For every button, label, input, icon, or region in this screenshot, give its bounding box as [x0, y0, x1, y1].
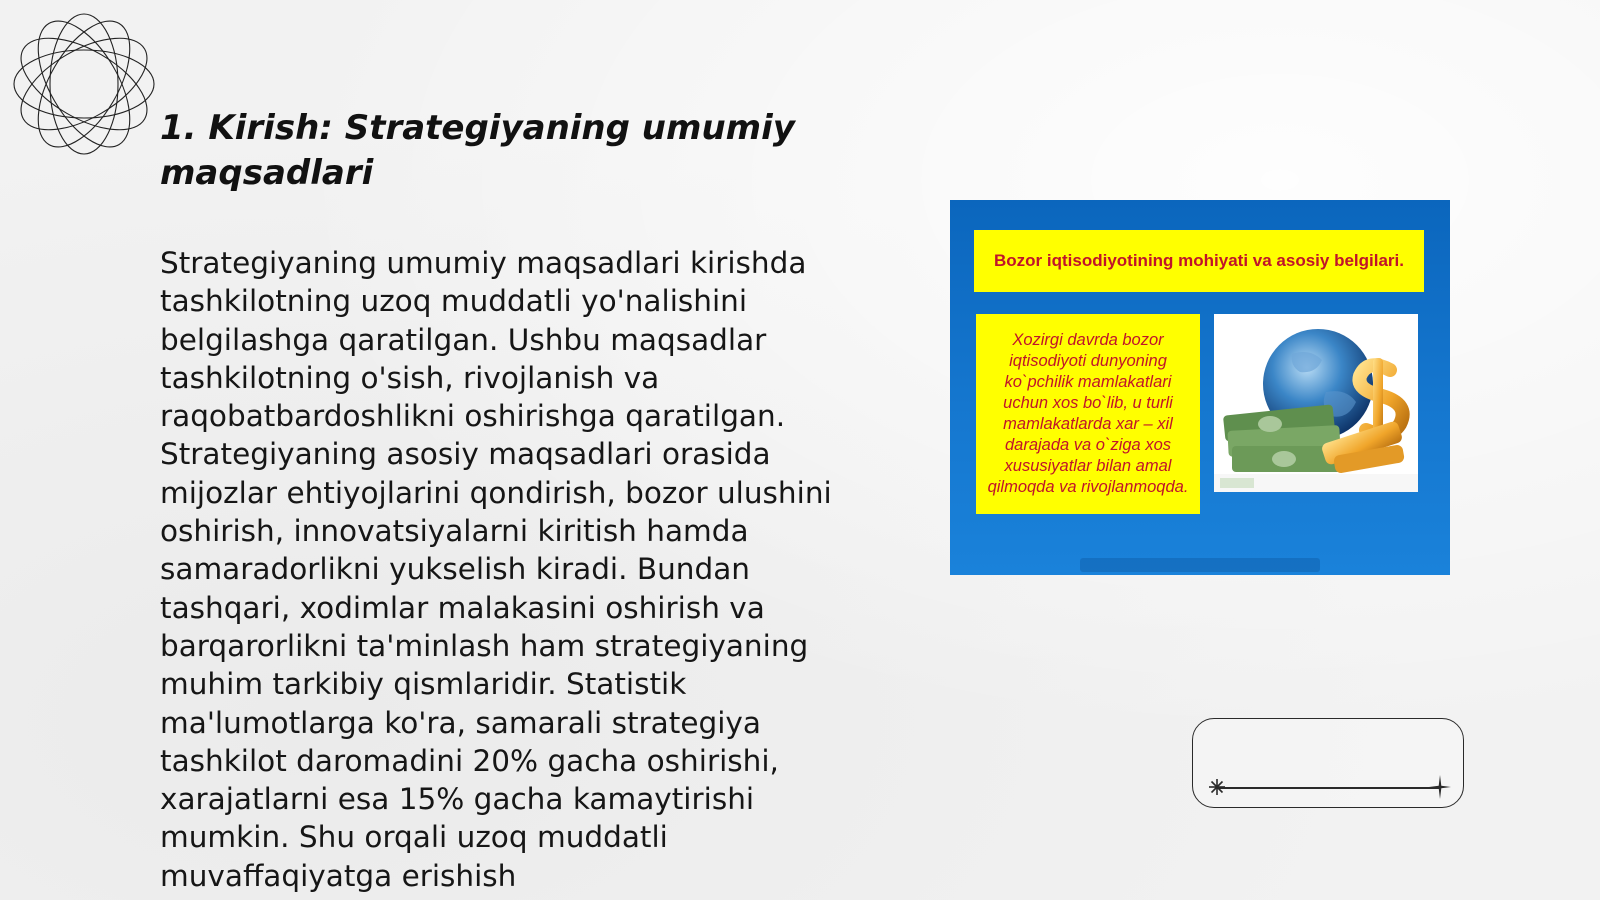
picture-text-box [976, 314, 1200, 514]
picture-heading: Bozor iqtisodiyotining mohiyati va asosiy belgilari. [994, 251, 1404, 270]
slider-track[interactable] [1217, 787, 1439, 789]
picture-text: Xozirgi davrda bozor iqtisodiyoti dunyoning ko`pchilik mamlakatlari uchun xos bo`lib, u turli mamlakatlarda xar – xil darajada va o`ziga xos xususiyatlar bilan amal qilmoqda va rivojlanmoqda. [987, 331, 1189, 496]
slide-title: 1. Kirish: Strategiyaning umumiy maqsadlari [160, 108, 795, 193]
picture-faint-caption [1080, 558, 1320, 572]
picture-heading-box [974, 230, 1424, 292]
star-icon [1429, 775, 1451, 799]
slide-body-text: Strategiyaning umumiy maqsadlari kirishda tashkilotning uzoq muddatli yo'nalishini belgilashga qaratilgan. Ushbu maqsadlar tashkilotning o'sish, rivojlanish va raqobatbardoshlikni oshirishga qaratilgan. Strategiyaning asosiy maqsadlari orasida mijozlar ehtiyojlarini qondirish, bozor ulushini oshirish, innovatsiyalarni kiritish hamda samaradorlikni yukselish kiradi. Bundan tashqari, xodimlar malakasini oshirish va barqarorlikni ta'minlash ham strategiyaning muhim tarkibiy qismlaridir. Statistik ma'lumotlarga ko'ra, samarali strategiya tashkilot daromadini 20% gacha oshirishi, xarajatlarni esa 15% gacha kamaytirishi mumkin. Shu orqali uzoq muddatli muvaffaqiyatga erishish [160, 246, 832, 893]
slider-widget[interactable] [1192, 718, 1464, 808]
embedded-slide-picture [950, 200, 1450, 575]
orbit-ornament-icon [10, 10, 158, 158]
money-stack-icon [1223, 404, 1344, 472]
globe-money-image [1214, 314, 1418, 492]
